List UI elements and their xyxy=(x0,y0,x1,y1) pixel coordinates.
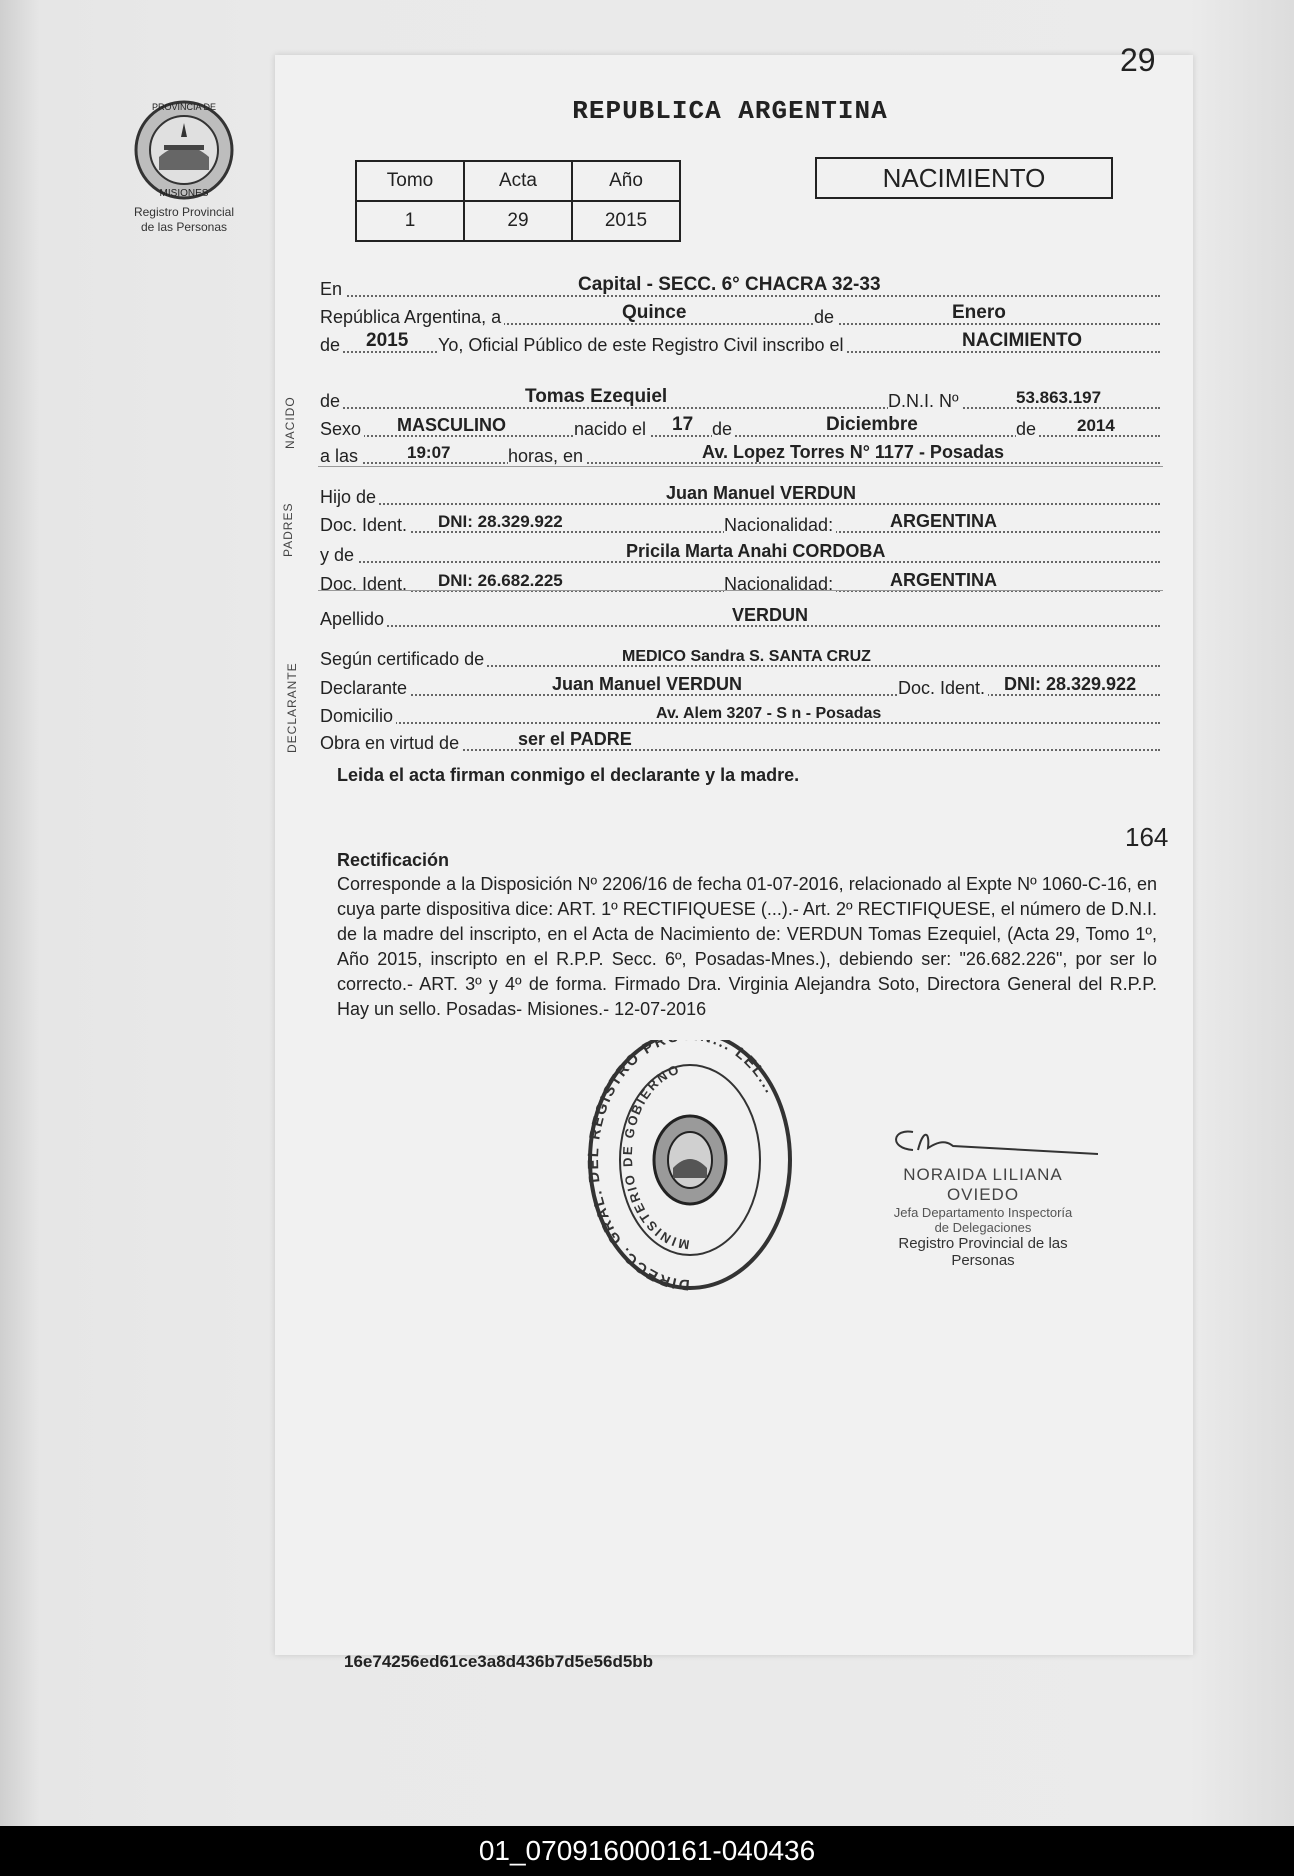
de-label-1: de xyxy=(814,307,837,328)
tomo-value: 1 xyxy=(356,201,464,241)
de-label-4: de xyxy=(712,419,735,440)
line-sex xyxy=(320,410,1160,440)
obra-label: Obra en virtud de xyxy=(320,733,462,754)
month-value: Enero xyxy=(952,302,1006,323)
record-kind-value: NACIMIENTO xyxy=(962,330,1082,351)
child-name-value: Tomas Ezequiel xyxy=(525,386,668,407)
obra-value: ser el PADRE xyxy=(518,729,632,749)
father-dni-value: DNI: 28.329.922 xyxy=(438,512,563,531)
signature-block xyxy=(868,1120,1098,1269)
line-name xyxy=(320,382,1160,412)
official-seal xyxy=(585,1040,795,1315)
sexo-label: Sexo xyxy=(320,419,364,440)
declarant-dni-value: DNI: 28.329.922 xyxy=(1004,674,1137,694)
line-father-id xyxy=(320,506,1160,536)
birth-place-value: Av. Lopez Torres N° 1177 - Posadas xyxy=(702,442,1004,462)
signer-office: Registro Provincial de las Personas xyxy=(898,1235,1068,1269)
de-label-3: de xyxy=(320,391,343,412)
officer-text: Yo, Oficial Público de este Registro Civil inscribo el xyxy=(438,335,847,356)
birth-year-value: 2014 xyxy=(1077,416,1115,435)
apellido-label: Apellido xyxy=(320,609,387,630)
hijo-label: Hijo de xyxy=(320,487,379,508)
line-domicile xyxy=(320,697,1160,727)
margin-number: 164 xyxy=(1125,822,1169,852)
declarante-label: Declarante xyxy=(320,678,410,699)
doc-ident-label-1: Doc. Ident. xyxy=(320,515,410,536)
logo-caption-2: de las Personas xyxy=(140,220,228,234)
birth-time-value: 19:07 xyxy=(407,443,451,462)
acta-header: Acta xyxy=(464,161,572,201)
nacionalidad-label-1: Nacionalidad: xyxy=(724,515,836,536)
registry-place-value: Capital - SECC. 6° CHACRA 32-33 xyxy=(578,274,881,295)
acta-value: 29 xyxy=(464,201,572,241)
section-divider-2 xyxy=(318,590,1163,591)
tomo-header: Tomo xyxy=(356,161,464,201)
en-label: En xyxy=(320,279,345,300)
father-name-value: Juan Manuel VERDUN xyxy=(666,483,857,503)
province-crest-icon xyxy=(129,95,239,205)
document-type-box: NACIMIENTO xyxy=(815,157,1113,199)
republica-label: República Argentina, a xyxy=(320,307,504,328)
birth-month-value: Diciembre xyxy=(826,414,918,435)
doc-ident-label-3: Doc. Ident. xyxy=(898,678,988,699)
document-hash: 16e74256ed61ce3a8d436b7d5e56d5bb xyxy=(344,1652,654,1671)
page-number: 29 xyxy=(1120,42,1156,78)
surname-value: VERDUN xyxy=(732,605,809,625)
crest-bottom-text: MISIONES xyxy=(159,188,209,199)
line-declarant xyxy=(320,669,1160,699)
a-las-label: a las xyxy=(320,446,361,467)
anio-value: 2015 xyxy=(572,201,680,241)
de-label-5: de xyxy=(1016,419,1039,440)
child-dni-value: 53.863.197 xyxy=(1016,388,1102,407)
certificate-value: MEDICO Sandra S. SANTA CRUZ xyxy=(622,648,871,665)
line-certificate xyxy=(320,640,1160,670)
sex-value: MASCULINO xyxy=(397,415,506,435)
side-label-declarante: DECLARANTE xyxy=(285,662,299,753)
signer-title-1: Jefa Departamento Inspectoría xyxy=(893,1205,1073,1220)
section-divider-1 xyxy=(318,466,1163,467)
signer-title-2: de Delegaciones xyxy=(934,1220,1032,1235)
mother-name-value: Pricila Marta Anahi CORDOBA xyxy=(626,541,886,561)
record-table xyxy=(355,160,681,242)
line-mother xyxy=(320,536,1160,566)
line-en xyxy=(320,270,1160,300)
rectification-body: Corresponde a la Disposición Nº 2206/16 de fecha 01-07-2016, relacionado al Expte Nº 1060-C-16, en cuya parte dispositiva dice: ART. 1º RECTIFIQUESE (...).- Art. 2º RECTIFIQUESE, el número de D.N.I. de la madre del inscripto, en el Acta de Nacimiento de: VERDUN Tomas Ezequiel, (Acta 29, Tomo 1º, Año 2015, inscripto en el R.P.P. Secc. 6º, Posadas-Mnes.), debiendo ser: "26.682.226", por ser lo correcto.- ART. 3º y 4º de forma. Firmado Dra. Virginia Alejandra Soto, Directora General del R.P.P. Hay un sello. Posadas- Misiones.- 12-07-2016 xyxy=(337,874,1157,1019)
mother-nationality-value: ARGENTINA xyxy=(890,570,997,590)
signer-name: NORAIDA LILIANA OVIEDO xyxy=(903,1165,1063,1204)
country-heading: REPUBLICA ARGENTINA xyxy=(572,96,888,126)
crest-top-text: PROVINCIA DE xyxy=(151,102,217,112)
de-label-2: de xyxy=(320,335,343,356)
closing-statement: Leida el acta firman conmigo el declarante y la madre. xyxy=(337,765,800,785)
y-de-label: y de xyxy=(320,545,357,566)
side-label-nacido: NACIDO xyxy=(283,396,297,449)
horas-label: horas, en xyxy=(508,446,586,467)
line-obra xyxy=(320,724,1160,754)
domicile-value: Av. Alem 3207 - S n - Posadas xyxy=(656,705,882,722)
day-value: Quince xyxy=(622,302,687,323)
mother-dni-value: DNI: 26.682.225 xyxy=(438,571,563,590)
logo-caption-1: Registro Provincial xyxy=(133,205,235,219)
line-time xyxy=(320,437,1160,467)
nacido-label: nacido el xyxy=(574,419,649,440)
birth-day-value: 17 xyxy=(672,414,694,435)
seal-stamp-icon xyxy=(585,1040,795,1310)
footer-id-bar: 01_070916000161-040436 xyxy=(0,1826,1294,1876)
line-year xyxy=(320,326,1160,356)
line-surname xyxy=(320,600,1160,630)
doc-ident-label-2: Doc. Ident. xyxy=(320,574,410,595)
dni-label: D.N.I. Nº xyxy=(888,391,962,412)
nacionalidad-label-2: Nacionalidad: xyxy=(724,574,836,595)
side-label-padres: PADRES xyxy=(281,502,295,557)
certificado-label: Según certificado de xyxy=(320,649,487,670)
rectification-title: Rectificación xyxy=(337,850,450,870)
registry-logo xyxy=(118,95,250,235)
seal-inner-text: MINISTERIO DE GOBIERNO xyxy=(619,1061,691,1253)
domicilio-label: Domicilio xyxy=(320,706,396,727)
declarant-name-value: Juan Manuel VERDUN xyxy=(552,674,743,694)
year-value: 2015 xyxy=(366,330,409,351)
father-nationality-value: ARGENTINA xyxy=(890,511,997,531)
anio-header: Año xyxy=(572,161,680,201)
line-father xyxy=(320,478,1160,508)
seal-outer-text: DIRECC. GRAL. DEL REGISTRO PR ... LEL... xyxy=(585,1040,780,1294)
signature-scribble-icon xyxy=(868,1120,1098,1160)
line-date xyxy=(320,298,1160,328)
